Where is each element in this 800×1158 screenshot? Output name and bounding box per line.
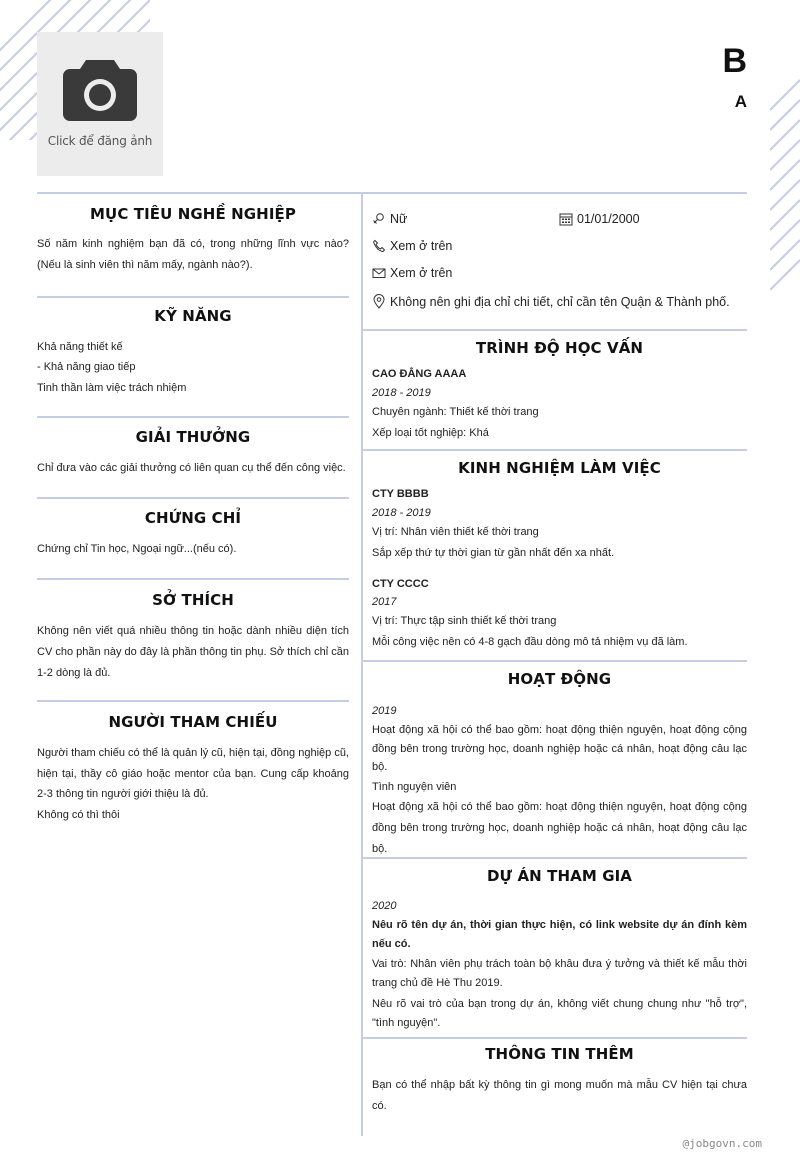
phone-icon <box>372 239 386 253</box>
projects-section[interactable] <box>362 857 747 1037</box>
certificates-text: Chứng chỉ Tin học, Ngoại ngữ...(nếu có). <box>37 543 237 555</box>
birthday-value: 01/01/2000 <box>577 212 640 226</box>
contact-section[interactable] <box>362 194 747 329</box>
gender-value: Nữ <box>390 212 408 226</box>
section-title: DỰ ÁN THAM GIA <box>486 867 633 885</box>
experience-section[interactable] <box>362 449 747 660</box>
email-row <box>372 266 452 280</box>
section-title: GIẢI THƯỞNG <box>135 428 251 446</box>
section-title: KỸ NĂNG <box>154 307 232 325</box>
activity-text: Hoạt động xã hội có thể bao gồm: hoạt động thiện nguyện, hoạt động cộng đồng bên trong trường học, doanh nghiệp hoặc cá nhân, hoạt động câu lạc bộ. <box>372 800 747 855</box>
section-title: THÔNG TIN THÊM <box>485 1045 634 1063</box>
section-title: MỤC TIÊU NGHỀ NGHIỆP <box>90 205 296 223</box>
watermark: @jobgovn.com <box>682 1137 762 1150</box>
phone-value: Xem ở trên <box>390 239 453 253</box>
awards-text: Chỉ đưa vào các giải thưởng có liên quan cụ thể đến công việc. <box>37 462 346 474</box>
photo-caption: Click để đăng ảnh <box>47 134 153 148</box>
references-note: Không có thì thôi <box>37 808 120 821</box>
activities-section[interactable] <box>362 660 747 857</box>
objective-section[interactable] <box>37 194 349 296</box>
education-section[interactable] <box>362 329 747 449</box>
job-title[interactable]: A <box>734 92 747 111</box>
location-pin-icon <box>372 294 386 309</box>
skill-item: Khả năng thiết kế <box>37 341 123 353</box>
project-note: Nêu rõ vai trò của bạn trong dự án, không viết chung chung như "hỗ trợ", "tình nguyện". <box>372 998 747 1029</box>
decorative-stripes-right <box>770 70 800 290</box>
certificates-section[interactable] <box>37 497 349 578</box>
activity-role: Tình nguyện viên <box>372 780 457 793</box>
additional-text: Bạn có thể nhập bất kỳ thông tin gì mong muốn mà mẫu CV hiện tại chưa có. <box>372 1079 747 1112</box>
photo-upload[interactable] <box>37 32 163 176</box>
skill-item: - Khả năng giao tiếp <box>37 361 136 373</box>
job-position: Vị trí: Thực tập sinh thiết kế thời trang <box>372 615 557 627</box>
project-year: 2020 <box>372 900 397 912</box>
section-title: CHỨNG CHỈ <box>144 509 242 527</box>
section-title: KINH NGHIỆM LÀM VIỆC <box>458 459 661 477</box>
hobbies-section[interactable] <box>37 578 349 700</box>
company-name: CTY CCCC <box>372 578 429 590</box>
section-title: HOẠT ĐỘNG <box>507 670 612 688</box>
education-period: 2018 - 2019 <box>372 387 431 399</box>
school-name: CAO ĐẲNG AAAA <box>372 368 467 380</box>
project-role: Vai trò: Nhân viên phụ trách toàn bộ khâu đưa ý tưởng và thiết kế mẫu thời trang chủ đề Hè Thu 2019. <box>372 958 747 989</box>
address-value: Không nên ghi địa chỉ chi tiết, chỉ cần tên Quận & Thành phố. <box>390 294 730 309</box>
job-description: Mỗi công việc nên có 4-8 gạch đầu dòng mô tả nhiệm vụ đã làm. <box>372 636 688 648</box>
job-period: 2018 - 2019 <box>372 507 431 519</box>
education-grade: Xếp loại tốt nghiệp: Khá <box>372 427 489 439</box>
email-value: Xem ở trên <box>390 266 453 280</box>
phone-row <box>372 239 452 253</box>
candidate-name[interactable]: B <box>722 42 747 80</box>
references-section[interactable] <box>37 700 349 840</box>
awards-section[interactable] <box>37 416 349 497</box>
job-position: Vị trí: Nhân viên thiết kế thời trang <box>372 526 539 538</box>
skill-item: Tinh thần làm việc trách nhiệm <box>37 382 187 394</box>
section-title: SỞ THÍCH <box>152 591 234 609</box>
activity-text: Hoạt động xã hội có thể bao gồm: hoạt động thiện nguyện, hoạt động cộng đồng bên trong trường học, doanh nghiệp hoặc cá nhân, hoạt động câu lạc bộ. <box>372 724 747 773</box>
address-row <box>372 294 730 309</box>
activity-year: 2019 <box>372 705 397 717</box>
email-icon <box>372 266 386 280</box>
company-name: CTY BBBB <box>372 488 429 500</box>
additional-section[interactable] <box>362 1037 747 1136</box>
section-title: NGƯỜI THAM CHIẾU <box>108 713 278 731</box>
job-period: 2017 <box>372 596 397 608</box>
calendar-icon <box>559 212 573 226</box>
job-description: Sắp xếp thứ tự thời gian từ gần nhất đến xa nhất. <box>372 547 615 559</box>
references-text: Người tham chiếu có thể là quản lý cũ, hiện tại, đồng nghiệp cũ, hiện tại, thầy cô giáo hoặc mentor của bạn. Cung cấp khoảng 2-3 thông tin người giới thiệu là đủ. <box>37 747 349 800</box>
section-title: TRÌNH ĐỘ HỌC VẤN <box>475 339 644 357</box>
hobbies-text: Không nên viết quá nhiều thông tin hoặc dành nhiều diện tích CV cho phần này do đây là phần thông tin phụ. Sở thích chỉ cần 1-2 dòng là đủ. <box>37 625 349 679</box>
gender-icon <box>372 212 386 226</box>
project-name: Nêu rõ tên dự án, thời gian thực hiện, có link website dự án đính kèm nếu có. <box>372 919 747 950</box>
camera-icon <box>62 52 138 128</box>
objective-text: Số năm kinh nghiệm bạn đã có, trong những lĩnh vực nào? (Nếu là sinh viên thì năm mấy, ngành nào?). <box>37 238 349 271</box>
cv-body <box>37 192 747 1134</box>
skills-section[interactable] <box>37 296 349 416</box>
birthday-row <box>559 212 640 226</box>
gender-row <box>372 212 407 226</box>
education-major: Chuyên ngành: Thiết kế thời trang <box>372 406 539 418</box>
